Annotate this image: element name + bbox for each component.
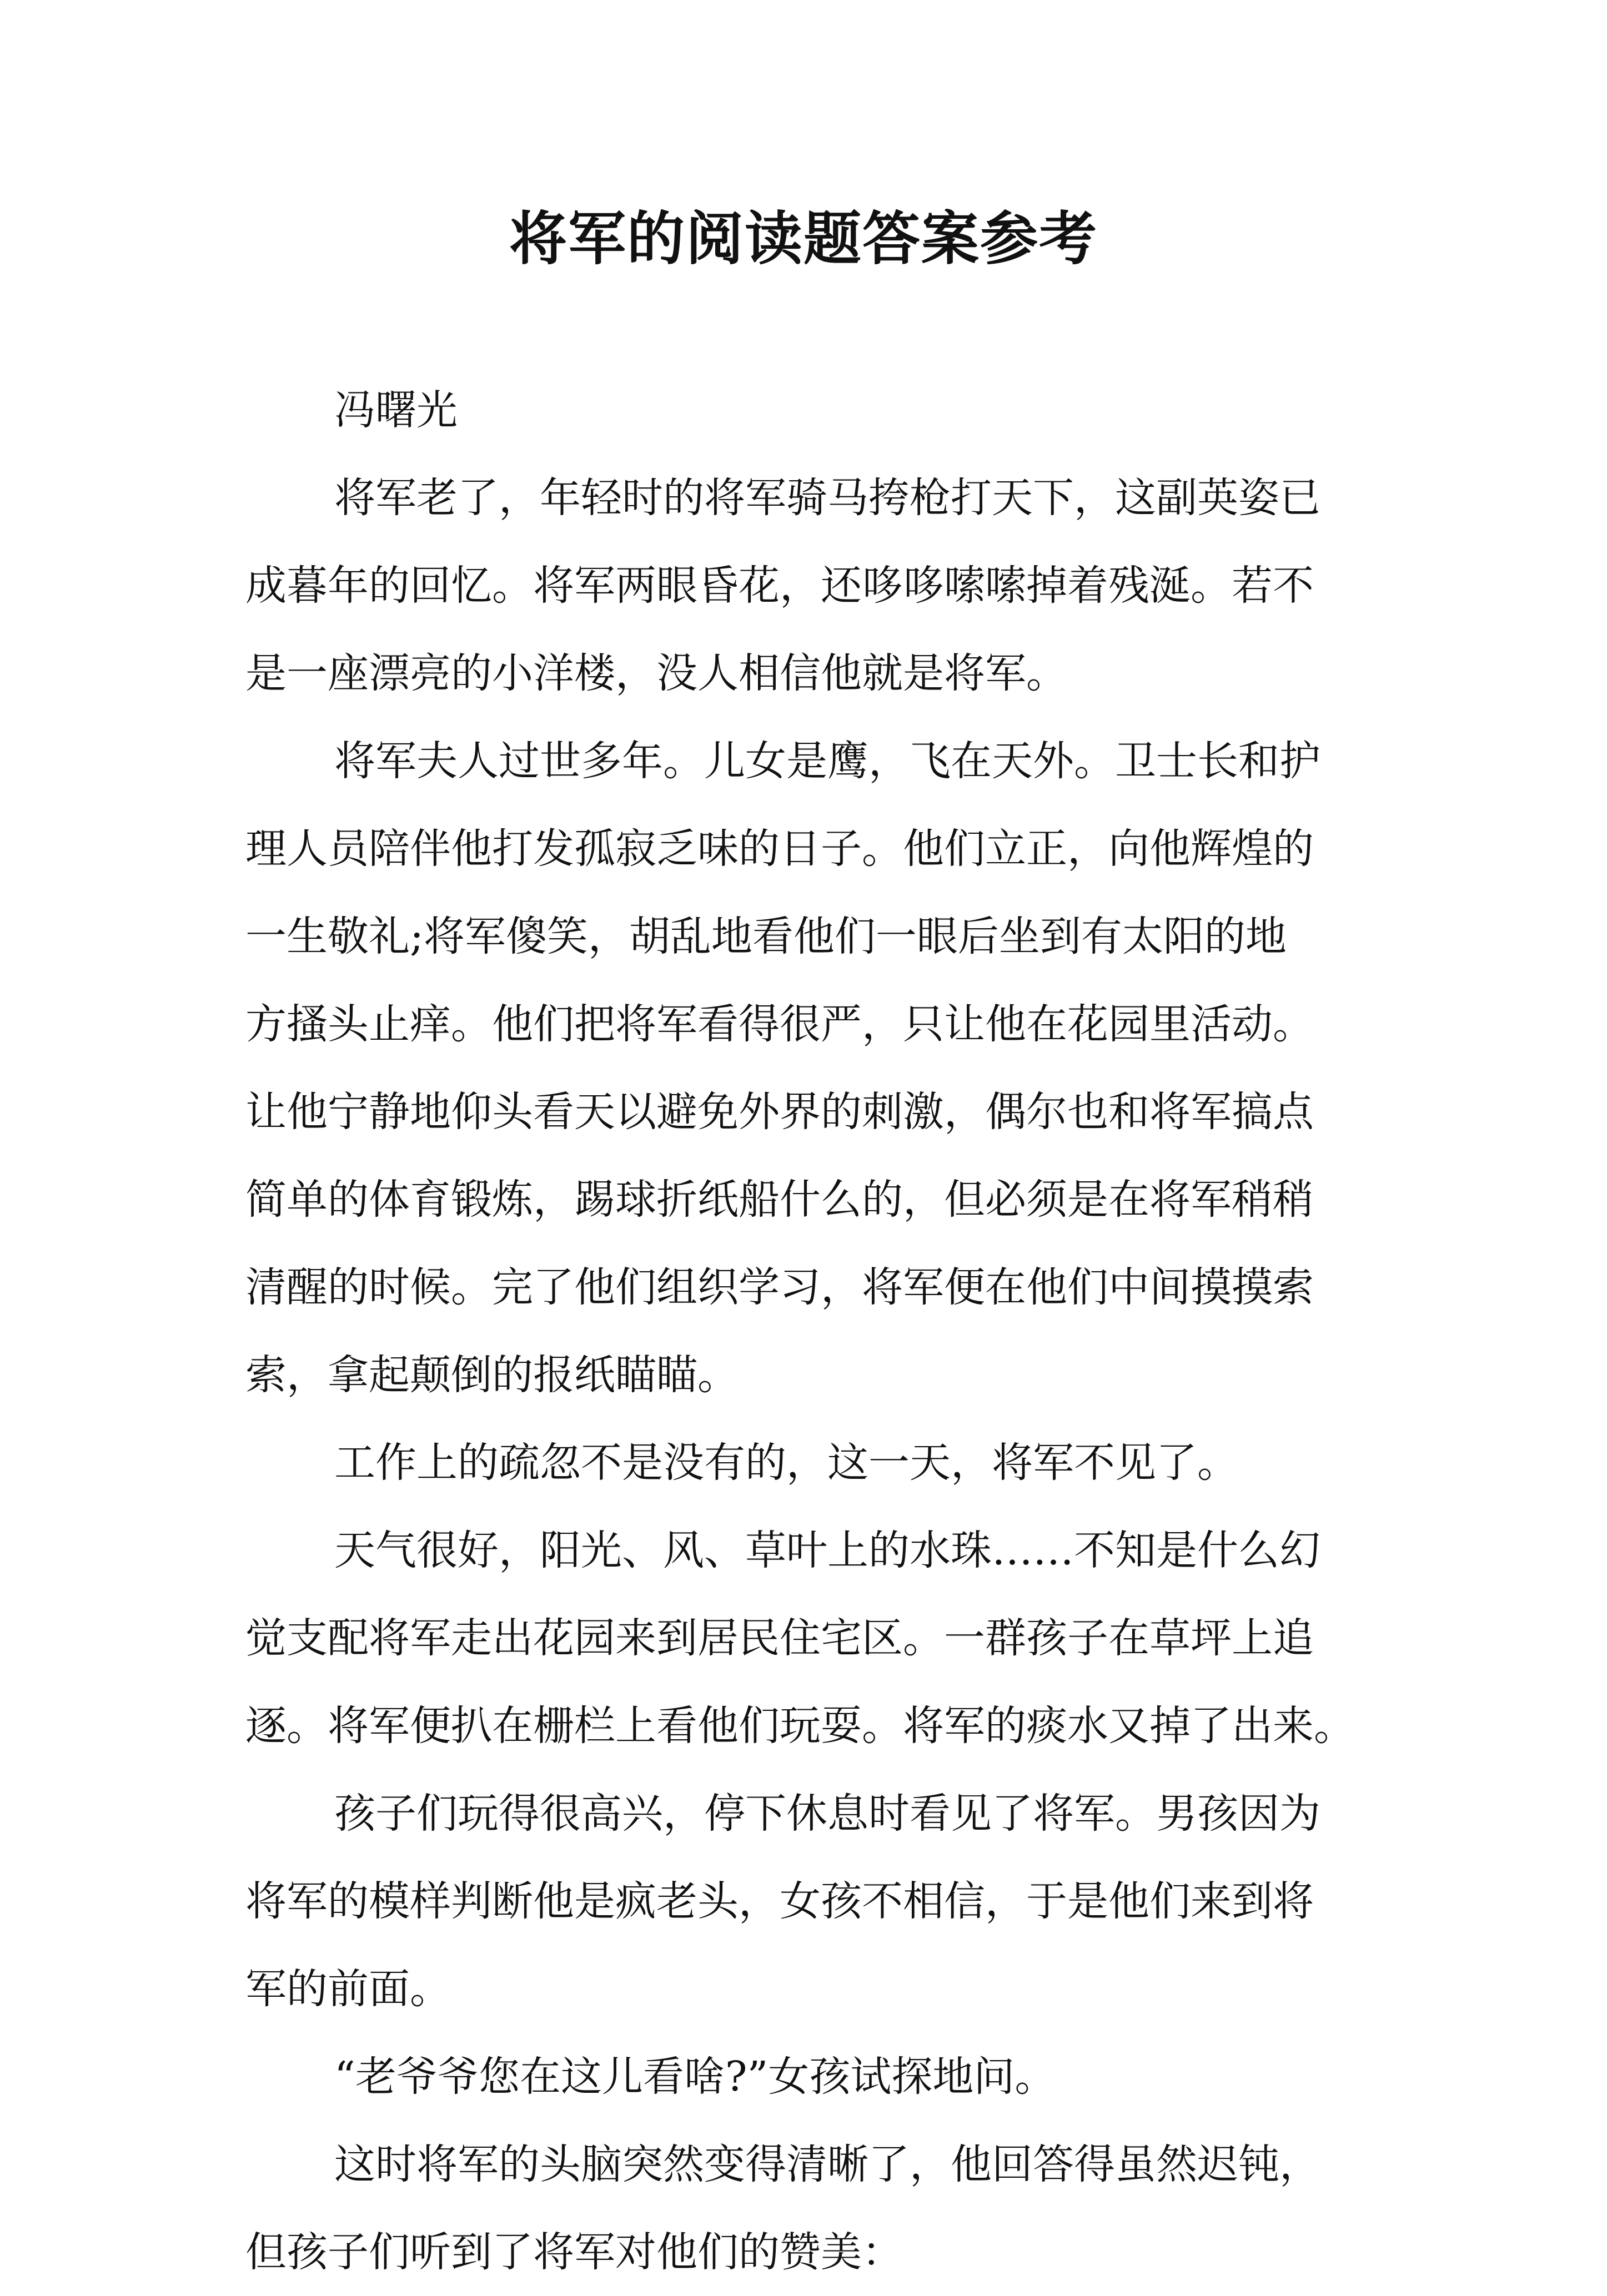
document-title: 将军的阅读题答案参考 [509, 204, 1098, 273]
paragraph-line: 方搔头止痒。他们把将军看得很严，只让他在花园里活动。 [245, 1000, 1314, 1048]
document-body [245, 366, 1356, 2296]
paragraph-line: 是一座漂亮的小洋楼，没人相信他就是将军。 [245, 649, 1067, 697]
paragraph-line: 索，拿起颠倒的报纸瞄瞄。 [245, 1351, 739, 1399]
paragraph-line: 觉支配将军走出花园来到居民住宅区。一群孩子在草坪上追 [245, 1614, 1314, 1662]
paragraph-line: 这时将军的头脑突然变得清晰了，他回答得虽然迟钝， [334, 2141, 1320, 2188]
paragraph-line: 将军夫人过世多年。儿女是鹰，飞在天外。卫士长和护 [334, 737, 1320, 785]
paragraph-line: 理人员陪伴他打发孤寂乏味的日子。他们立正，向他辉煌的 [245, 825, 1314, 873]
paragraph-line: 工作上的疏忽不是没有的，这一天，将军不见了。 [334, 1439, 1238, 1487]
paragraph-line: 孩子们玩得很高兴，停下休息时看见了将军。男孩因为 [334, 1790, 1320, 1837]
paragraph-line: 天气很好，阳光、风、草叶上的水珠……不知是什么幻 [334, 1527, 1320, 1574]
author-line: 冯曙光 [334, 386, 458, 434]
dialogue-line: “老爷爷您在这儿看啥?”女孩试探地问。 [334, 2053, 1056, 2101]
paragraph-line: 但孩子们听到了将军对他们的赞美： [245, 2228, 903, 2276]
paragraph-line: 成暮年的回忆。将军两眼昏花，还哆哆嗦嗦掉着残涎。若不 [245, 562, 1314, 610]
paragraph-line: 一生敬礼;将军傻笑，胡乱地看他们一眼后坐到有太阳的地 [245, 913, 1287, 960]
paragraph-line: 将军的模样判断他是疯老头，女孩不相信，于是他们来到将 [245, 1877, 1314, 1925]
paragraph-line: 逐。将军便扒在栅栏上看他们玩耍。将军的痰水又掉了出来。 [245, 1702, 1355, 1750]
paragraph-line: 军的前面。 [245, 1965, 451, 2013]
paragraph-line: 清醒的时候。完了他们组织学习，将军便在他们中间摸摸索 [245, 1263, 1314, 1311]
paragraph-line: 简单的体育锻炼，踢球折纸船什么的，但必须是在将军稍稍 [245, 1176, 1314, 1223]
paragraph-line: 将军老了，年轻时的将军骑马挎枪打天下，这副英姿已 [334, 474, 1320, 522]
paragraph-line: 让他宁静地仰头看天以避免外界的刺激，偶尔也和将军搞点 [245, 1088, 1314, 1136]
